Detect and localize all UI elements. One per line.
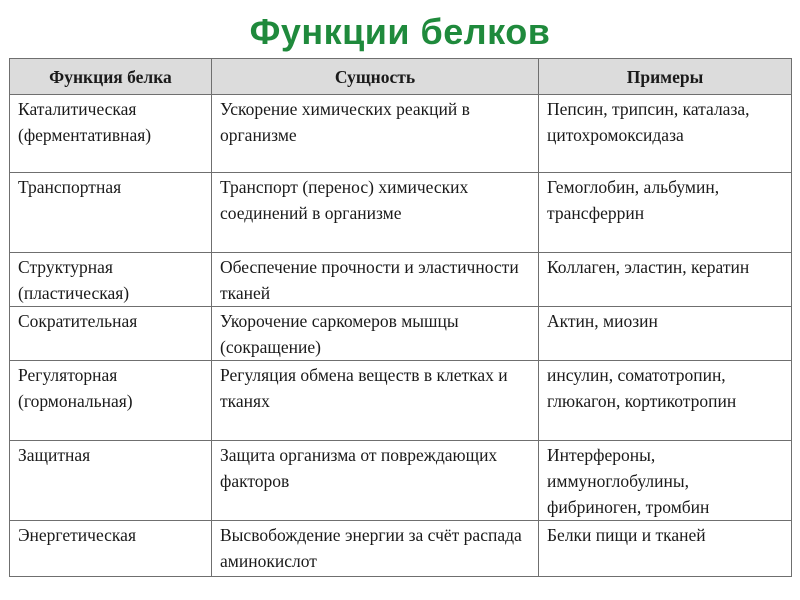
cell-examples: Пепсин, трипсин, каталаза, цитохромоксидаза xyxy=(539,95,792,173)
cell-essence: Регуляция обмена веществ в клетках и тканях xyxy=(212,361,539,441)
cell-examples: Актин, миозин xyxy=(539,307,792,361)
cell-function: Структурная (пластическая) xyxy=(10,253,212,307)
cell-examples: Коллаген, эластин, кератин xyxy=(539,253,792,307)
cell-function: Энергетическая xyxy=(10,521,212,577)
cell-examples: Гемоглобин, альбумин, трансферрин xyxy=(539,173,792,253)
page-title: Функции белков xyxy=(249,11,551,52)
cell-function: Защитная xyxy=(10,441,212,521)
header-function: Функция белка xyxy=(10,59,212,95)
protein-functions-table xyxy=(9,58,792,577)
cell-examples: Белки пищи и тканей xyxy=(539,521,792,577)
cell-function: Регуляторная (гормональная) xyxy=(10,361,212,441)
cell-function: Транспортная xyxy=(10,173,212,253)
cell-essence: Защита организма от повреждающих факторов xyxy=(212,441,539,521)
table-row xyxy=(10,361,792,441)
cell-examples: Интерфероны, иммуноглобулины, фибриноген, тромбин xyxy=(539,441,792,521)
table-row xyxy=(10,95,792,173)
cell-essence: Укорочение саркомеров мышцы (сокращение) xyxy=(212,307,539,361)
table-row xyxy=(10,307,792,361)
table-row xyxy=(10,253,792,307)
cell-examples: инсулин, соматотропин, глюкагон, кортикотропин xyxy=(539,361,792,441)
table-row xyxy=(10,521,792,577)
header-examples: Примеры xyxy=(539,59,792,95)
header-essence: Сущность xyxy=(212,59,539,95)
cell-essence: Транспорт (перенос) химических соединений в организме xyxy=(212,173,539,253)
cell-essence: Обеспечение прочности и эластичности тканей xyxy=(212,253,539,307)
cell-function: Каталитическая (ферментативная) xyxy=(10,95,212,173)
cell-essence: Высвобождение энергии за счёт распада аминокислот xyxy=(212,521,539,577)
table-row xyxy=(10,441,792,521)
cell-essence: Ускорение химических реакций в организме xyxy=(212,95,539,173)
table-row xyxy=(10,173,792,253)
table-header-row xyxy=(10,59,792,95)
cell-function: Сократительная xyxy=(10,307,212,361)
